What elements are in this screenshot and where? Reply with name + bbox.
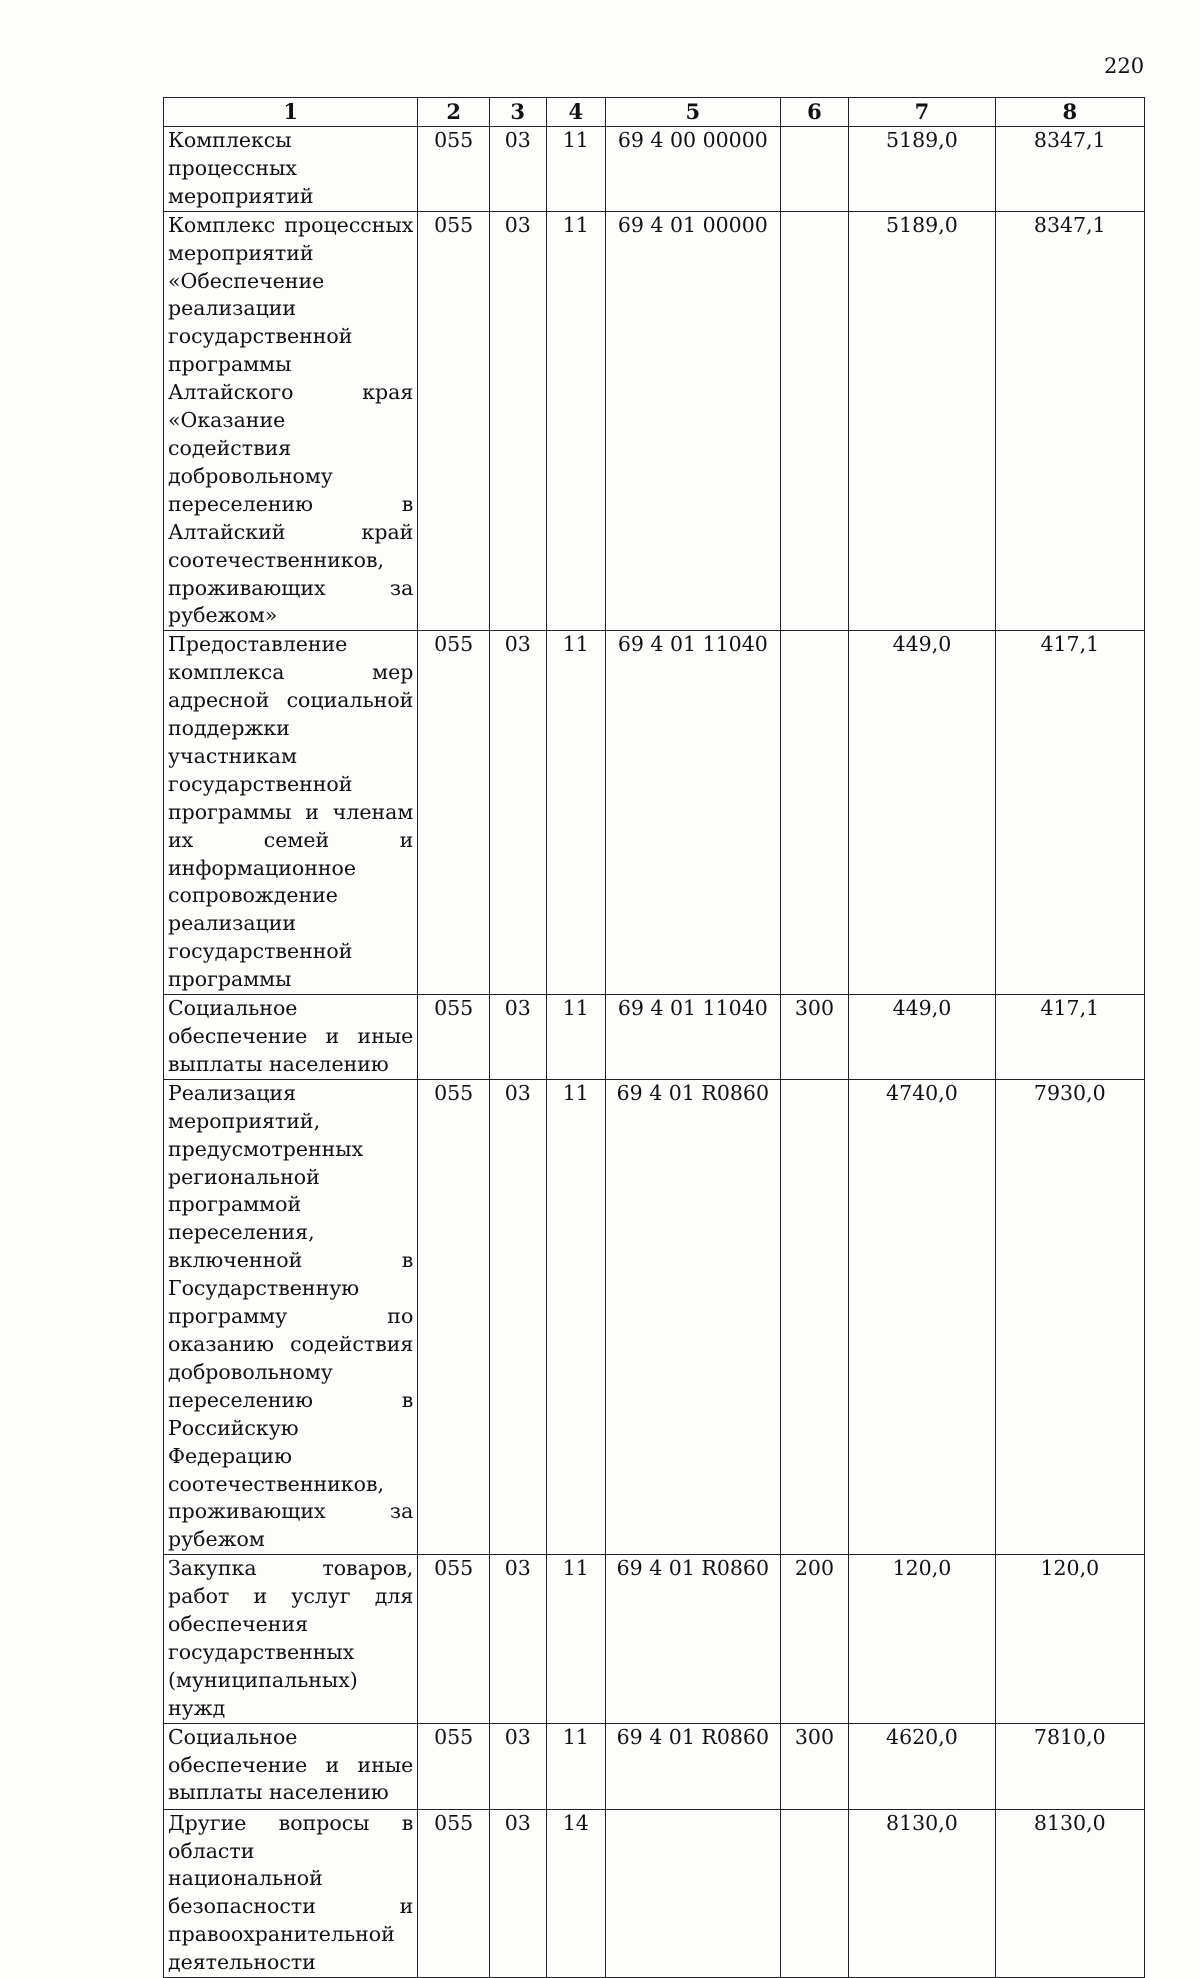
amount-col8: 417,1 <box>995 995 1144 1080</box>
amount-col7: 8130,0 <box>849 1809 995 1977</box>
target-item-code: 69 4 00 00000 <box>606 127 781 212</box>
ministry-code: 055 <box>418 1723 490 1809</box>
ministry-code: 055 <box>418 631 490 995</box>
section-code: 03 <box>489 1079 546 1554</box>
table-row <box>164 631 1145 995</box>
section-code: 03 <box>489 1723 546 1809</box>
section-code: 03 <box>489 631 546 995</box>
table-row <box>164 1723 1145 1809</box>
item-name: Закупка товаров, работ и услуг для обеспечения государственных (муниципальных) нужд <box>164 1555 418 1723</box>
expense-type-code <box>780 1809 849 1977</box>
table-row <box>164 211 1145 631</box>
expense-type-code: 300 <box>780 995 849 1080</box>
ministry-code: 055 <box>418 1555 490 1723</box>
target-item-code <box>606 1809 781 1977</box>
amount-col8: 120,0 <box>995 1555 1144 1723</box>
amount-col7: 5189,0 <box>849 211 995 631</box>
ministry-code: 055 <box>418 211 490 631</box>
amount-col7: 449,0 <box>849 995 995 1080</box>
item-name: Реализация мероприятий, предусмотренных региональной программой переселения, включенной в Государственную программу по оказанию содействия добровольному переселению в Российскую Федерацию соотечественников, проживающих за рубежом <box>164 1079 418 1554</box>
subsection-code: 11 <box>546 631 606 995</box>
subsection-code: 11 <box>546 1555 606 1723</box>
column-header: 3 <box>489 98 546 127</box>
table-row <box>164 1555 1145 1723</box>
amount-col7: 5189,0 <box>849 127 995 212</box>
expense-type-code <box>780 1079 849 1554</box>
item-name: Комплекс процессных мероприятий «Обеспечение реализации государственной программы Алтайского края «Оказание содействия добровольному переселению в Алтайский край соотечественников, проживающих за рубежом» <box>164 211 418 631</box>
subsection-code: 11 <box>546 211 606 631</box>
ministry-code: 055 <box>418 1079 490 1554</box>
amount-col8: 8347,1 <box>995 127 1144 212</box>
subsection-code: 11 <box>546 1723 606 1809</box>
section-code: 03 <box>489 211 546 631</box>
subsection-code: 11 <box>546 1079 606 1554</box>
table-row <box>164 127 1145 212</box>
column-header: 7 <box>849 98 995 127</box>
page-number: 220 <box>1104 54 1145 78</box>
section-code: 03 <box>489 127 546 212</box>
target-item-code: 69 4 01 R0860 <box>606 1723 781 1809</box>
amount-col7: 120,0 <box>849 1555 995 1723</box>
expense-type-code: 200 <box>780 1555 849 1723</box>
amount-col8: 7810,0 <box>995 1723 1144 1809</box>
amount-col8: 7930,0 <box>995 1079 1144 1554</box>
amount-col7: 4740,0 <box>849 1079 995 1554</box>
table-row <box>164 1079 1145 1554</box>
subsection-code: 11 <box>546 127 606 212</box>
column-header: 1 <box>164 98 418 127</box>
expense-type-code: 300 <box>780 1723 849 1809</box>
column-header: 5 <box>606 98 781 127</box>
item-name: Другие вопросы в области национальной безопасности и правоохранительной деятельности <box>164 1809 418 1977</box>
column-header: 8 <box>995 98 1144 127</box>
expense-type-code <box>780 211 849 631</box>
target-item-code: 69 4 01 00000 <box>606 211 781 631</box>
column-header: 6 <box>780 98 849 127</box>
target-item-code: 69 4 01 R0860 <box>606 1079 781 1554</box>
target-item-code: 69 4 01 11040 <box>606 995 781 1080</box>
target-item-code: 69 4 01 11040 <box>606 631 781 995</box>
table-row <box>164 995 1145 1080</box>
ministry-code: 055 <box>418 1809 490 1977</box>
amount-col8: 8347,1 <box>995 211 1144 631</box>
amount-col8: 8130,0 <box>995 1809 1144 1977</box>
expense-type-code <box>780 127 849 212</box>
subsection-code: 11 <box>546 995 606 1080</box>
ministry-code: 055 <box>418 995 490 1080</box>
item-name: Комплексы процессных мероприятий <box>164 127 418 212</box>
item-name: Предоставление комплекса мер адресной социальной поддержки участникам государственной программы и членам их семей и информационное сопровождение реализации государственной программы <box>164 631 418 995</box>
column-header: 4 <box>546 98 606 127</box>
expense-type-code <box>780 631 849 995</box>
section-code: 03 <box>489 1809 546 1977</box>
amount-col7: 4620,0 <box>849 1723 995 1809</box>
column-header: 2 <box>418 98 490 127</box>
header-row <box>164 98 1145 127</box>
amount-col7: 449,0 <box>849 631 995 995</box>
subsection-code: 14 <box>546 1809 606 1977</box>
section-code: 03 <box>489 995 546 1080</box>
ministry-code: 055 <box>418 127 490 212</box>
table-row <box>164 1809 1145 1977</box>
target-item-code: 69 4 01 R0860 <box>606 1555 781 1723</box>
item-name: Социальное обеспечение и иные выплаты населению <box>164 995 418 1080</box>
item-name: Социальное обеспечение и иные выплаты населению <box>164 1723 418 1809</box>
amount-col8: 417,1 <box>995 631 1144 995</box>
section-code: 03 <box>489 1555 546 1723</box>
